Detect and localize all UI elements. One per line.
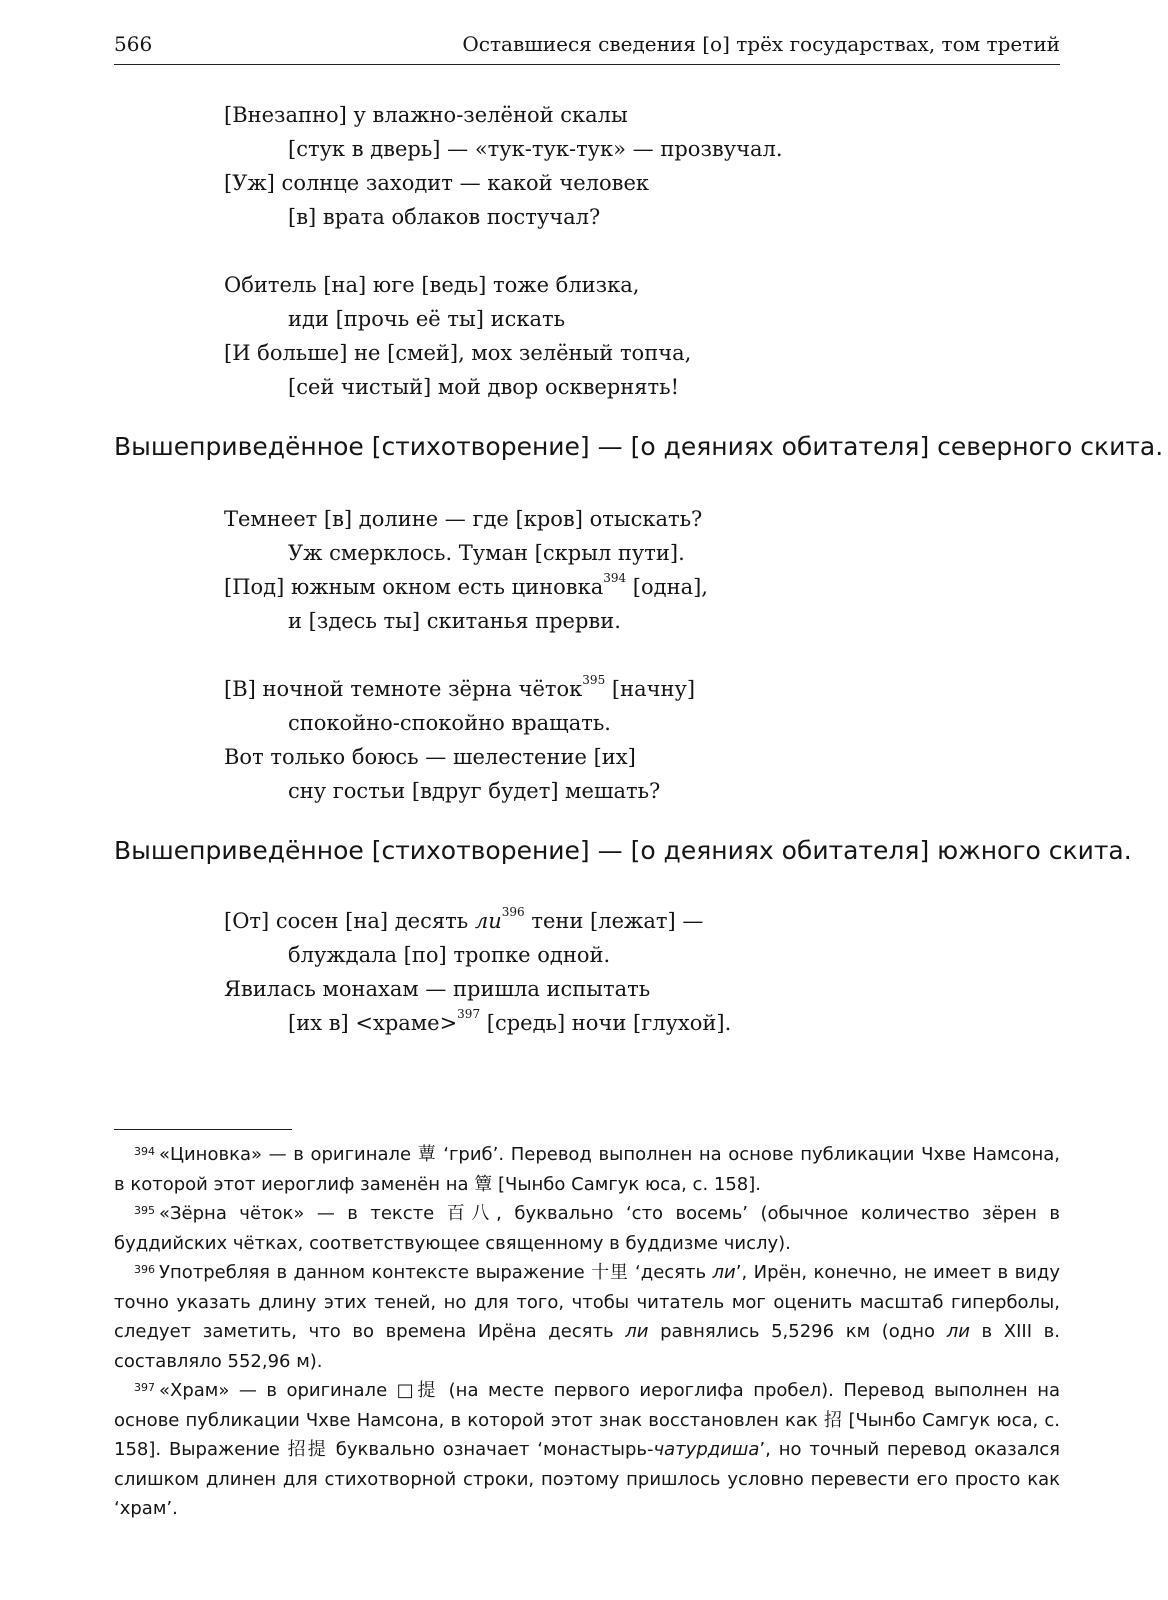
line-text: [В] ночной темноте зёрна чёток: [224, 677, 583, 701]
footnote-text: «Зёрна чёток» — в тексте 百八, буквально ‘сто восемь’ (обычное количество зёрен в буддийских чётках, соответствующее священному в буддизме числу).: [114, 1203, 1060, 1254]
footnote-394: [114, 1140, 1060, 1199]
poem-line: [224, 904, 731, 938]
line-text: [Под] южным окном есть циновка: [224, 575, 604, 599]
line-text: [их в] <храме>: [288, 1011, 458, 1035]
line-text: [средь] ночи [глухой].: [480, 1011, 732, 1035]
footnote-text: ’, Ирён, конечно, не имеет в виду точно указать длину этих теней, но для того, чтобы читатель мог оценить масштаб гиперболы, следует заметить, что во времена Ирёна десять: [114, 1262, 1060, 1342]
footnote-396: [114, 1258, 1060, 1376]
italic-term: ли: [625, 1321, 649, 1342]
footnote-ref[interactable]: 396: [501, 905, 525, 919]
footnote-divider: [114, 1129, 292, 1130]
poem-line: Обитель [на] юге [ведь] тоже близка,: [224, 273, 640, 297]
poem-line: [224, 1006, 731, 1040]
line-text: [начну]: [605, 677, 696, 701]
footnote-number: 397: [134, 1381, 155, 1394]
footnote-text: ’, но точный перевод оказался слишком длинен для стихотворной строки, поэтому пришлось условно перевести его просто как ‘храм’.: [114, 1439, 1061, 1519]
footnote-text: «Циновка» — в оригинале 蕈 ‘гриб’. Перевод выполнен на основе публикации Чхве Намсона, в которой этот иероглиф заменён на 簟 [Чынбо Самгук юса, с. 158].: [114, 1144, 1060, 1195]
poem-line: Явилась монахам — пришла испытать: [224, 977, 651, 1001]
poem-line: [стук в дверь] — «тук-тук-тук» — прозвучал.: [288, 137, 783, 161]
footnote-text: «Храм» — в оригинале □提 (на месте первого иероглифа пробел). Перевод выполнен на основе публикации Чхве Намсона, в которой этот знак восстановлен как 招 [Чынбо Самгук юса, с. 158]. Выражение 招提 буквально означает ‘монастырь-: [114, 1380, 1060, 1460]
poem-pine-shadows: [224, 904, 731, 1040]
footnote-ref[interactable]: 395: [582, 673, 606, 687]
footnote-395: [114, 1199, 1060, 1258]
poem-stanza: [224, 904, 731, 1040]
italic-term: ли: [946, 1321, 970, 1342]
running-title: Оставшиеся сведения [о] трёх государствах, том третий: [462, 32, 1060, 56]
line-text: [От] сосен [на] десять: [224, 909, 475, 933]
poem-line: спокойно-спокойно вращать.: [288, 711, 611, 735]
italic-term: ли: [712, 1262, 736, 1283]
footnotes: [114, 1140, 1060, 1524]
poem-summary-south: Вышеприведённое [стихотворение] — [о деяниях обитателя] южного скита.: [114, 836, 1132, 865]
poem-north-hermitage: [224, 98, 783, 404]
poem-line: [Внезапно] у влажно-зелёной скалы: [224, 103, 628, 127]
poem-line: и [здесь ты] скитанья прерви.: [288, 609, 621, 633]
poem-line: [224, 672, 708, 706]
poem-stanza: [224, 98, 783, 234]
footnote-text: в XIII в. составляло 552,96 м).: [114, 1321, 1060, 1372]
poem-line: [в] врата облаков постучал?: [288, 205, 601, 229]
poem-line: [224, 570, 708, 604]
poem-line: Уж смерклось. Туман [скрыл пути].: [288, 541, 685, 565]
poem-line: [И больше] не [смей], мох зелёный топча,: [224, 341, 692, 365]
poem-line: блуждала [по] тропке одной.: [288, 943, 611, 967]
page-number: 566: [114, 32, 153, 56]
footnote-397: [114, 1376, 1060, 1524]
poem-line: Вот только боюсь — шелестение [их]: [224, 745, 636, 769]
poem-line: иди [прочь её ты] искать: [288, 307, 566, 331]
running-header: [114, 32, 1060, 65]
poem-south-hermitage: [224, 502, 708, 808]
poem-summary-north: Вышеприведённое [стихотворение] — [о деяниях обитателя] северного скита.: [114, 432, 1164, 461]
line-text: тени [лежат] —: [524, 909, 704, 933]
footnote-ref[interactable]: 394: [603, 571, 627, 585]
poem-line: [сей чистый] мой двор осквернять!: [288, 375, 680, 399]
poem-line: [Уж] солнце заходит — какой человек: [224, 171, 650, 195]
footnote-number: 396: [134, 1263, 155, 1276]
poem-stanza: [224, 672, 708, 808]
footnote-ref[interactable]: 397: [457, 1007, 481, 1021]
footnote-number: 394: [134, 1145, 155, 1158]
poem-stanza: [224, 268, 783, 404]
italic-term: ли: [474, 909, 502, 933]
footnote-number: 395: [134, 1204, 155, 1217]
poem-stanza: [224, 502, 708, 638]
footnote-text: равнялись 5,5296 км (одно: [648, 1321, 947, 1342]
poem-line: Темнеет [в] долине — где [кров] отыскать?: [224, 507, 703, 531]
poem-line: сну гостьи [вдруг будет] мешать?: [288, 779, 661, 803]
italic-term: чатурдиша: [653, 1439, 760, 1460]
line-text: [одна],: [626, 575, 708, 599]
footnote-text: Употребляя в данном контексте выражение 十里 ‘десять: [159, 1262, 713, 1283]
